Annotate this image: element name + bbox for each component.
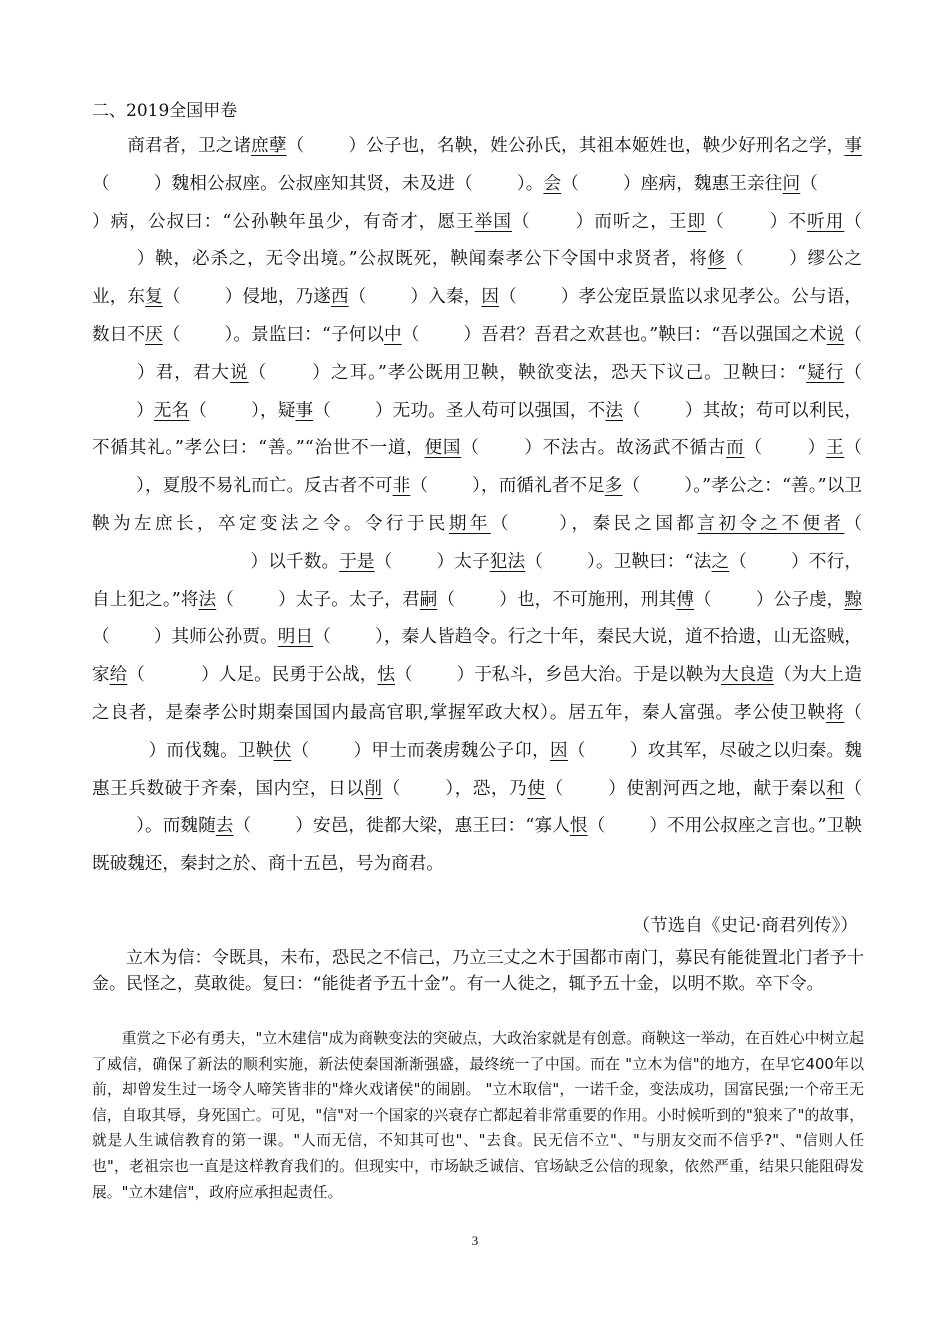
passage-text-run: （ (844, 702, 862, 723)
passage-text-run: ）甲士而袭虏魏公子卬， (353, 740, 551, 761)
underlined-term: 听用 (807, 211, 845, 232)
passage-text-run: （ (437, 589, 456, 610)
passage-text-run: （ (545, 778, 564, 799)
passage-text-run: （ (313, 400, 331, 421)
passage-text-run: （ (561, 173, 579, 194)
underlined-term: 王 (826, 438, 845, 459)
underlined-term: 疑行 (806, 362, 845, 383)
passage-text-run: （ (499, 287, 517, 308)
underlined-term: 怯 (377, 665, 396, 686)
passage-text-run: （ (706, 211, 725, 232)
passage-text-run: ）侵地，乃遂 (224, 287, 331, 308)
lmwx-excerpt: 立木为信：令既具，未布，恐民之不信己，乃立三丈之木于国都市南门，募民有能徙置北门者予十金。民怪之，莫敢徙。复曰：“能徙者予五十金”。有一人徙之，辄予五十金，以明不欺。卒下令。 (92, 948, 864, 994)
passage-text-run: （ (162, 287, 181, 308)
passage-text-run: ）太子 (436, 551, 490, 572)
passage-text-run: （ (622, 476, 641, 497)
passage-text-run: （ (382, 778, 401, 799)
passage-text-run: （ (525, 551, 543, 572)
passage-text-run: （ (401, 324, 420, 345)
passage-text-run: （ (233, 816, 252, 837)
passage-text-run: ）座病，魏惠王亲往 (622, 173, 783, 194)
underlined-term: 多 (604, 476, 623, 497)
passage-text-run: （ (92, 173, 110, 194)
underlined-term: 给 (109, 665, 128, 686)
passage-text-run: （ (744, 438, 763, 459)
underlined-term: 恨 (569, 816, 588, 837)
passage-text-run: ） (136, 400, 154, 421)
underlined-term: 削 (364, 778, 383, 799)
passage-text-run: （ (729, 551, 747, 572)
passage-text-run: （ (216, 589, 234, 610)
passage-text-run: ）。卫鞅曰：“法 (586, 551, 712, 572)
passage-text-run: ）病，公叔曰：“公孙鞅年虽少，有奇才，愿王 (92, 211, 475, 232)
underlined-term: 厌 (145, 324, 163, 345)
passage-text-run: ）使割河西之地，献于秦以 (607, 778, 827, 799)
page-number: 3 (471, 1233, 479, 1248)
underlined-term: 修 (707, 249, 727, 270)
section-heading: 二、2019全国甲卷 (92, 101, 238, 121)
underlined-term: 而 (726, 438, 745, 459)
passage-text-run: ）安邑，徙都大梁，惠王曰：“寡人 (295, 816, 570, 837)
passage-text-run: ），恐，乃 (444, 778, 528, 799)
passage-text-run: ）太子。太子，君 (277, 589, 420, 610)
classical-passage (92, 128, 862, 884)
passage-text-run: ）。而魏随 (136, 816, 216, 837)
passage-text-run: ）孝公宠臣景监以求见孝公。公与语，数日不 (92, 287, 862, 345)
passage-text-run: （ (490, 513, 512, 534)
passage-text-run: ）魏相公叔座。公叔座知其贤，未及进（ (153, 173, 473, 194)
passage-text-run: ）缪公之业，东 (92, 249, 862, 308)
passage-paragraph (92, 128, 862, 884)
passage-text-run: ）公子也，名鞅，姓公孙氏，其祖本姬姓也，鞅少好刑名之学， (348, 136, 845, 156)
underlined-term: 将 (825, 702, 845, 723)
passage-text-run: ）无功。圣人苟可以强国，不 (374, 400, 606, 421)
passage-text-run: （ (844, 362, 862, 383)
passage-text-run: ）。 (516, 173, 544, 194)
underlined-term: 言初令之不便者 (697, 513, 845, 534)
underlined-term: 傅 (676, 589, 695, 610)
passage-text-run: ）。”孝公之：“善。”以卫鞅为左庶长，卒定变法之令。令行于民 (92, 476, 863, 534)
passage-text-run: （ (844, 211, 862, 232)
passage-text-run: （ (189, 400, 207, 421)
passage-text-run: （ (248, 362, 268, 383)
underlined-term: 事 (844, 136, 862, 156)
underlined-term: 因 (550, 740, 568, 761)
underlined-term: 即 (687, 211, 707, 232)
passage-text-run: （ (567, 740, 586, 761)
underlined-term: 西 (330, 287, 349, 308)
underlined-term: 说 (826, 324, 845, 345)
passage-text-run: ）以千数。 (250, 551, 340, 572)
passage-text-run: ）而听之，王 (574, 211, 688, 232)
passage-text-run: （ (127, 665, 145, 686)
passage-text-run: （ (800, 173, 818, 194)
underlined-term: 庶孽 (251, 136, 287, 156)
underlined-term: 期年 (448, 513, 491, 534)
underlined-term: 举国 (474, 211, 512, 232)
underlined-term: 中 (384, 324, 402, 345)
passage-text-run: ），秦人皆趋令。行之十年，秦民大说，道不拾遗，山无盗贼，家 (92, 627, 862, 686)
passage-text-run: （ (291, 740, 310, 761)
underlined-term: 说 (230, 362, 249, 383)
passage-text-run: （ (844, 778, 862, 799)
passage-text-run: ）君，君大 (136, 362, 231, 383)
passage-text-run: ）。景监曰：“子何以 (224, 324, 385, 345)
passage-text-run: ），疑 (251, 400, 296, 421)
passage-text-run: ）吾君？吾君之欢甚也。”鞅曰：“吾以强国之术 (463, 324, 827, 345)
underlined-term: 事 (295, 400, 314, 421)
passage-text-run: ）不用公叔座之言也。”卫鞅既破魏还，秦封之於、商十五邑，号为商君。 (92, 816, 862, 875)
underlined-term: 非 (392, 476, 411, 497)
underlined-term: 黥 (844, 589, 862, 610)
passage-text-run: ）于私斗，乡邑大治。于是以鞅为 (456, 665, 721, 686)
passage-text-run: ），秦民之国都 (555, 513, 698, 534)
passage-text-run: （ (162, 324, 181, 345)
passage-text-run: ）其故；苟可以利民，不循其礼。”孝公曰：“善。”“治世不一道， (92, 400, 862, 459)
underlined-term: 法 (198, 589, 217, 610)
passage-text-run: ）不 (768, 211, 808, 232)
underlined-term: 大良造 (720, 665, 774, 686)
underlined-term: 明日 (277, 627, 314, 648)
passage-text-run: （ (374, 551, 393, 572)
underlined-term: 去 (215, 816, 234, 837)
passage-text-run: ）之耳。”孝公既用卫鞅，鞅欲变法，恐天下议己。卫鞅曰：“ (311, 362, 807, 383)
underlined-term: 嗣 (419, 589, 438, 610)
underlined-term: 使 (527, 778, 546, 799)
passage-text-run: ）攻其军，尽破之以归秦。魏惠王兵数破于齐秦，国内空，日以 (92, 740, 862, 799)
passage-text-run: （ (511, 211, 531, 232)
passage-text-run: （ (395, 665, 413, 686)
commentary-paragraph: 重赏之下必有勇夫，"立木建信"成为商鞅变法的突破点，大政治家就是有创意。商鞅这一举动，在百姓心中树立起了威信，确保了新法的顺利实施，新法使秦国渐渐强盛，最终统一了中国。而在 "立木为信"的地方，在早它400年以前，却曾发生过一场令人啼笑皆非的"烽火戏诸侯"的闹剧。 "立木取信"，一诺千金，变法成功，国富民强;一个帝王无信，自取其辱，身死国亡。可见，"信"对一个国家的兴衰存亡都起着非常重要的作用。小时候听到的"狼来了"的故事，就是人生诚信教育的第一课。"人而无信，不知其可也"、"去食。民无信不立"、"与朋友交而不信乎?"、"信则人任也"，老祖宗也一直是这样教育我们的。但现实中，市场缺乏诚信、官场缺乏公信的现象，依然严重，结果只能阻碍发展。"立木建信"，政府应承担起责任。 (92, 1030, 864, 1201)
passage-text-run: （ (348, 287, 367, 308)
underlined-term: 法 (605, 400, 624, 421)
passage-text-run: ）其师公孙贾。 (153, 627, 278, 648)
passage-text-run: ）也，不可施刑，刑其 (499, 589, 677, 610)
passage-text-run: ）不行，自上犯之。”将 (92, 551, 862, 610)
passage-text-run: （ (844, 438, 862, 459)
underlined-term: 便国 (424, 438, 462, 459)
passage-text-run: ）不法古。故汤武不循古 (523, 438, 727, 459)
underlined-term: 问 (782, 173, 801, 194)
underlined-term: 会 (543, 173, 562, 194)
passage-text-run: （ (623, 400, 641, 421)
underlined-term: 之 (711, 551, 730, 572)
passage-text-run: （ (92, 627, 110, 648)
passage-text-run: （ (410, 476, 429, 497)
passage-text-run: 商君者，卫之诸 (127, 136, 252, 156)
passage-text-run: ） (806, 438, 826, 459)
passage-text-run: ）入秦， (410, 287, 482, 308)
passage-text-run: ），夏殷不易礼而亡。反古者不可 (136, 476, 393, 497)
passage-text-run: （ (694, 589, 712, 610)
underlined-term: 因 (481, 287, 500, 308)
underlined-term: 无名 (153, 400, 190, 421)
passage-text-run: ）公子虔， (755, 589, 845, 610)
passage-text-run: （ (587, 816, 606, 837)
underlined-term: 复 (145, 287, 163, 308)
passage-text-run: ）而伐魏。卫鞅 (148, 740, 274, 761)
passage-text-run: ），而循礼者不足 (472, 476, 605, 497)
passage-text-run: （ (461, 438, 480, 459)
passage-text-run: （ (844, 513, 862, 534)
underlined-term: 犯法 (489, 551, 526, 572)
passage-text-run: （ (286, 136, 305, 156)
passage-text-run: （ (726, 249, 745, 270)
passage-text-run: ）鞅，必杀之，无令出境。”公叔既死，鞅闻秦孝公下令国中求贤者，将 (136, 249, 708, 270)
underlined-term: 伏 (273, 740, 292, 761)
passage-text-run: ）人足。民勇于公战， (201, 665, 378, 686)
passage-text-run: （ (313, 627, 331, 648)
underlined-term: 于是 (339, 551, 375, 572)
underlined-term: 和 (826, 778, 845, 799)
passage-text-run: （ (844, 324, 862, 345)
source-citation: （节选自《史记·商君列传》） (632, 916, 858, 936)
passage-text-run: （为大上造之良者，是秦孝公时期秦国国内最高官职,掌握军政大权）。居五年，秦人富强。孝公使卫鞅 (92, 665, 862, 723)
